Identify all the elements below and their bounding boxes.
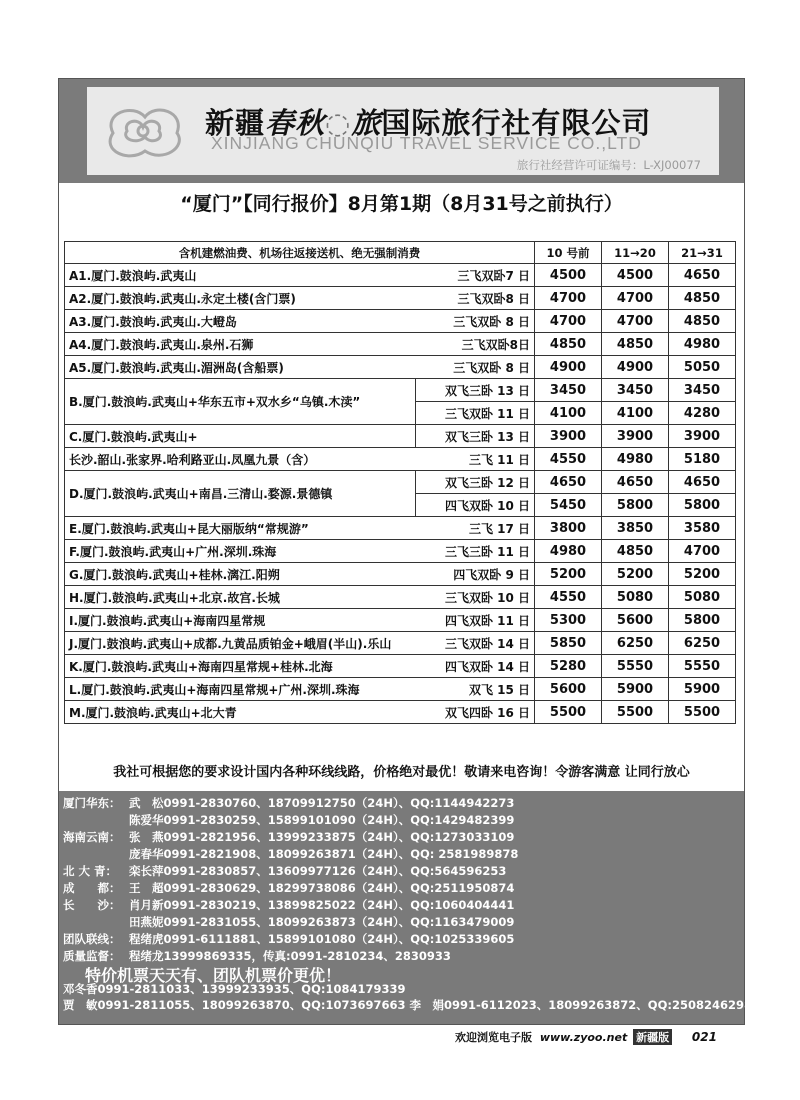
price-cell: 5200 <box>602 563 669 586</box>
footer-welcome: 欢迎浏览电子版 <box>455 1031 532 1044</box>
header-description: 含机建燃油费、机场往返接送机、绝无强制消费 <box>65 242 535 264</box>
spec-cell: 四飞双卧 14 日 <box>416 655 535 678</box>
contact-line <box>63 880 514 896</box>
price-cell: 5900 <box>602 678 669 701</box>
table-row <box>65 310 736 333</box>
price-cell: 4650 <box>602 471 669 494</box>
price-cell: 4900 <box>535 356 602 379</box>
price-cell: 5800 <box>602 494 669 517</box>
table-row <box>65 586 736 609</box>
header-inner <box>87 87 719 175</box>
contact-label: 团队联线： <box>63 932 121 946</box>
spec-cell: 三飞双卧 8 日 <box>416 356 535 379</box>
route-cell: F.厦门.鼓浪屿.武夷山+广州.深圳.珠海 <box>65 540 416 563</box>
spec-cell: 双飞四卧 16 日 <box>416 701 535 724</box>
price-cell: 5080 <box>602 586 669 609</box>
spec-cell: 三飞双卧7 日 <box>416 264 535 287</box>
price-cell: 5180 <box>669 448 736 471</box>
col-header-1: 10 号前 <box>535 242 602 264</box>
price-cell: 3800 <box>535 517 602 540</box>
price-cell: 5080 <box>669 586 736 609</box>
spec-cell: 三飞 11 日 <box>416 448 535 471</box>
price-cell: 3850 <box>602 517 669 540</box>
contact-text: 栾长萍0991-2830857、13609977126（24H）、QQ:564596253 <box>129 864 507 878</box>
ticket-contact-2: 贾 敏0991-2811055、18099263870、QQ:1073697663 李 娟0991-6112023、18099263872、QQ:2508246298 <box>63 998 752 1012</box>
price-cell: 5200 <box>669 563 736 586</box>
price-cell: 4700 <box>602 310 669 333</box>
brand-prefix: 新疆 <box>205 106 266 140</box>
price-cell: 5550 <box>602 655 669 678</box>
price-cell: 3900 <box>602 425 669 448</box>
contact-text: 田燕妮0991-2831055、18099263873（24H）、QQ:1163479009 <box>129 915 515 929</box>
footer-url[interactable]: www.zyoo.net <box>539 1031 628 1044</box>
contact-line <box>63 846 518 862</box>
route-cell: E.厦门.鼓浪屿.武夷山+昆大丽版纳“常规游” <box>65 517 416 540</box>
route-cell: G.厦门.鼓浪屿.武夷山+桂林.漓江.阳朔 <box>65 563 416 586</box>
cloud-swirl-logo-icon <box>93 93 197 169</box>
price-cell: 5550 <box>669 655 736 678</box>
price-cell: 6250 <box>602 632 669 655</box>
contact-text: 陈爱华0991-2830259、15899101090（24H）、QQ:1429482399 <box>129 813 515 827</box>
table-row <box>65 379 736 402</box>
route-cell: A1.厦门.鼓浪屿.武夷山 <box>65 264 416 287</box>
table-row <box>65 471 736 494</box>
table-row <box>65 356 736 379</box>
spec-cell: 三飞双卧8日 <box>416 333 535 356</box>
table-row <box>65 517 736 540</box>
contact-text: 王 超0991-2830629、18299738086（24H）、QQ:2511950874 <box>129 881 515 895</box>
contact-text: 庞春华0991-2821908、18099263871（24H）、QQ: 2581989878 <box>129 847 519 861</box>
contact-line <box>63 931 514 947</box>
col-header-3: 21→31 <box>669 242 736 264</box>
price-cell: 3900 <box>535 425 602 448</box>
price-cell: 5280 <box>535 655 602 678</box>
contact-text: 程绪龙13999869335，传真:0991-2810234、2830933 <box>129 949 451 963</box>
spec-cell: 三飞双卧 10 日 <box>416 586 535 609</box>
spec-cell: 双飞三卧 12 日 <box>416 471 535 494</box>
route-cell: K.厦门.鼓浪屿.武夷山+海南四星常规+桂林.北海 <box>65 655 416 678</box>
price-cell: 5300 <box>535 609 602 632</box>
col-header-2: 11→20 <box>602 242 669 264</box>
page-number: 021 <box>691 1030 717 1044</box>
company-name: 新疆春秋◌旅国际旅行社有限公司 <box>205 106 652 140</box>
price-cell: 5900 <box>669 678 736 701</box>
price-cell: 3900 <box>669 425 736 448</box>
price-table <box>64 241 736 724</box>
price-cell: 4700 <box>602 287 669 310</box>
price-cell: 4650 <box>669 264 736 287</box>
route-cell: M.厦门.鼓浪屿.武夷山+北大青 <box>65 701 416 724</box>
price-cell: 4850 <box>535 333 602 356</box>
contact-line <box>63 948 451 964</box>
route-cell: D.厦门.鼓浪屿.武夷山+南昌.三清山.婺源.景德镇 <box>65 471 416 517</box>
footer-edition: 新疆版 <box>633 1029 672 1045</box>
price-cell: 5500 <box>535 701 602 724</box>
table-row <box>65 563 736 586</box>
price-cell: 3450 <box>669 379 736 402</box>
license-number: 旅行社经营许可证编号：L-XJ00077 <box>516 158 701 172</box>
price-cell: 4850 <box>669 310 736 333</box>
contact-line <box>63 897 514 913</box>
contact-text: 武 松0991-2830760、18709912750（24H）、QQ:1144942273 <box>129 796 515 810</box>
route-cell: A2.厦门.鼓浪屿.武夷山.永定土楼(含门票) <box>65 287 416 310</box>
spec-cell: 四飞双卧 10 日 <box>416 494 535 517</box>
price-cell: 3450 <box>602 379 669 402</box>
footer <box>455 1029 745 1045</box>
contact-text: 程绪虎0991-6111881、15899101080（24H）、QQ:1025339605 <box>129 932 515 946</box>
contact-label: 长 沙： <box>63 898 121 912</box>
spec-cell: 四飞双卧 9 日 <box>416 563 535 586</box>
contact-line <box>63 863 506 879</box>
contact-panel <box>59 791 752 1024</box>
brand-suffix: 国际旅行社有限公司 <box>381 106 652 140</box>
price-cell: 5450 <box>535 494 602 517</box>
price-cell: 4550 <box>535 448 602 471</box>
price-cell: 4280 <box>669 402 736 425</box>
table-row <box>65 540 736 563</box>
route-cell: I.厦门.鼓浪屿.武夷山+海南四星常规 <box>65 609 416 632</box>
spec-cell: 三飞 17 日 <box>416 517 535 540</box>
price-cell: 4900 <box>602 356 669 379</box>
spec-cell: 双飞 15 日 <box>416 678 535 701</box>
ticket-contact-1: 邓冬香0991-2811033、13999233935、QQ:1084179339 <box>63 982 406 996</box>
route-cell: J.厦门.鼓浪屿.武夷山+成都.九黄品质铂金+峨眉(半山).乐山 <box>65 632 416 655</box>
price-cell: 5600 <box>535 678 602 701</box>
route-cell: A3.厦门.鼓浪屿.武夷山.大嶝岛 <box>65 310 416 333</box>
table-row <box>65 655 736 678</box>
route-cell: B.厦门.鼓浪屿.武夷山+华东五市+双水乡“乌镇.木渎” <box>65 379 416 425</box>
table-row <box>65 632 736 655</box>
price-cell: 4850 <box>669 287 736 310</box>
price-cell: 4100 <box>602 402 669 425</box>
route-cell: C.厦门.鼓浪屿.武夷山+ <box>65 425 416 448</box>
spec-cell: 双飞三卧 13 日 <box>416 379 535 402</box>
contact-label: 北 大 青： <box>63 864 118 878</box>
table-header-row <box>65 242 736 264</box>
contact-line <box>63 914 514 930</box>
price-cell: 4850 <box>602 333 669 356</box>
price-cell: 4650 <box>669 471 736 494</box>
price-cell: 5200 <box>535 563 602 586</box>
price-cell: 5600 <box>602 609 669 632</box>
price-cell: 4980 <box>602 448 669 471</box>
price-cell: 4980 <box>669 333 736 356</box>
table-row <box>65 287 736 310</box>
brand-script: 春秋 <box>265 106 326 140</box>
contact-label: 海南云南： <box>63 830 121 844</box>
price-cell: 5050 <box>669 356 736 379</box>
route-cell: L.厦门.鼓浪屿.武夷山+海南四星常规+广州.深圳.珠海 <box>65 678 416 701</box>
spec-cell: 双飞三卧 13 日 <box>416 425 535 448</box>
price-cell: 3580 <box>669 517 736 540</box>
contact-label: 厦门华东： <box>63 796 121 810</box>
spec-cell: 四飞双卧 11 日 <box>416 609 535 632</box>
route-cell: H.厦门.鼓浪屿.武夷山+北京.故宫.长城 <box>65 586 416 609</box>
table-row <box>65 678 736 701</box>
contact-label: 质量监督： <box>63 949 121 963</box>
route-cell: A4.厦门.鼓浪屿.武夷山.泉州.石狮 <box>65 333 416 356</box>
header-banner <box>59 79 744 183</box>
price-cell: 4550 <box>535 586 602 609</box>
table-row <box>65 425 736 448</box>
contact-line <box>63 829 514 845</box>
contact-text: 张 燕0991-2821956、13999233875（24H）、QQ:1273033109 <box>129 830 515 844</box>
price-cell: 4700 <box>669 540 736 563</box>
price-cell: 4700 <box>535 310 602 333</box>
ticket-promo: 特价机票天天有、团队机票价更优！ <box>85 966 342 985</box>
table-row <box>65 701 736 724</box>
table-row <box>65 609 736 632</box>
spec-cell: 三飞三卧 11 日 <box>416 540 535 563</box>
contact-label: 成 都： <box>63 881 121 895</box>
price-cell: 4500 <box>602 264 669 287</box>
spec-cell: 三飞双卧 14 日 <box>416 632 535 655</box>
price-cell: 4700 <box>535 287 602 310</box>
company-name-en: XINJIANG CHUNQIU TRAVEL SERVICE CO.,LTD <box>211 133 642 153</box>
contact-line <box>63 812 514 828</box>
spec-cell: 三飞双卧 11 日 <box>416 402 535 425</box>
price-cell: 5500 <box>669 701 736 724</box>
price-cell: 3450 <box>535 379 602 402</box>
contact-text: 肖月新0991-2830219、13899825022（24H）、QQ:1060404441 <box>129 898 515 912</box>
price-cell: 5850 <box>535 632 602 655</box>
brand-script-2: 旅 <box>351 106 382 140</box>
price-cell: 4500 <box>535 264 602 287</box>
price-cell: 6250 <box>669 632 736 655</box>
brochure-page <box>58 78 752 1025</box>
price-cell: 4650 <box>535 471 602 494</box>
table-row <box>65 333 736 356</box>
spec-cell: 三飞双卧8 日 <box>416 287 535 310</box>
price-cell: 4100 <box>535 402 602 425</box>
route-cell: 长沙.韶山.张家界.哈利路亚山.凤凰九景（含） <box>65 448 416 471</box>
page-title: “厦门”【同行报价】8月第1期（8月31号之前执行） <box>180 193 623 215</box>
spec-cell: 三飞双卧 8 日 <box>416 310 535 333</box>
price-cell: 5800 <box>669 609 736 632</box>
route-cell: A5.厦门.鼓浪屿.武夷山.湄洲岛(含船票) <box>65 356 416 379</box>
table-row <box>65 448 736 471</box>
price-cell: 4850 <box>602 540 669 563</box>
contact-line <box>63 795 514 811</box>
price-cell: 4980 <box>535 540 602 563</box>
slogan: 我社可根据您的要求设计国内各种环线线路，价格绝对最优！敬请来电咨询！令游客满意 让同行放心 <box>113 765 690 780</box>
price-cell: 5500 <box>602 701 669 724</box>
price-cell: 5800 <box>669 494 736 517</box>
table-row <box>65 264 736 287</box>
